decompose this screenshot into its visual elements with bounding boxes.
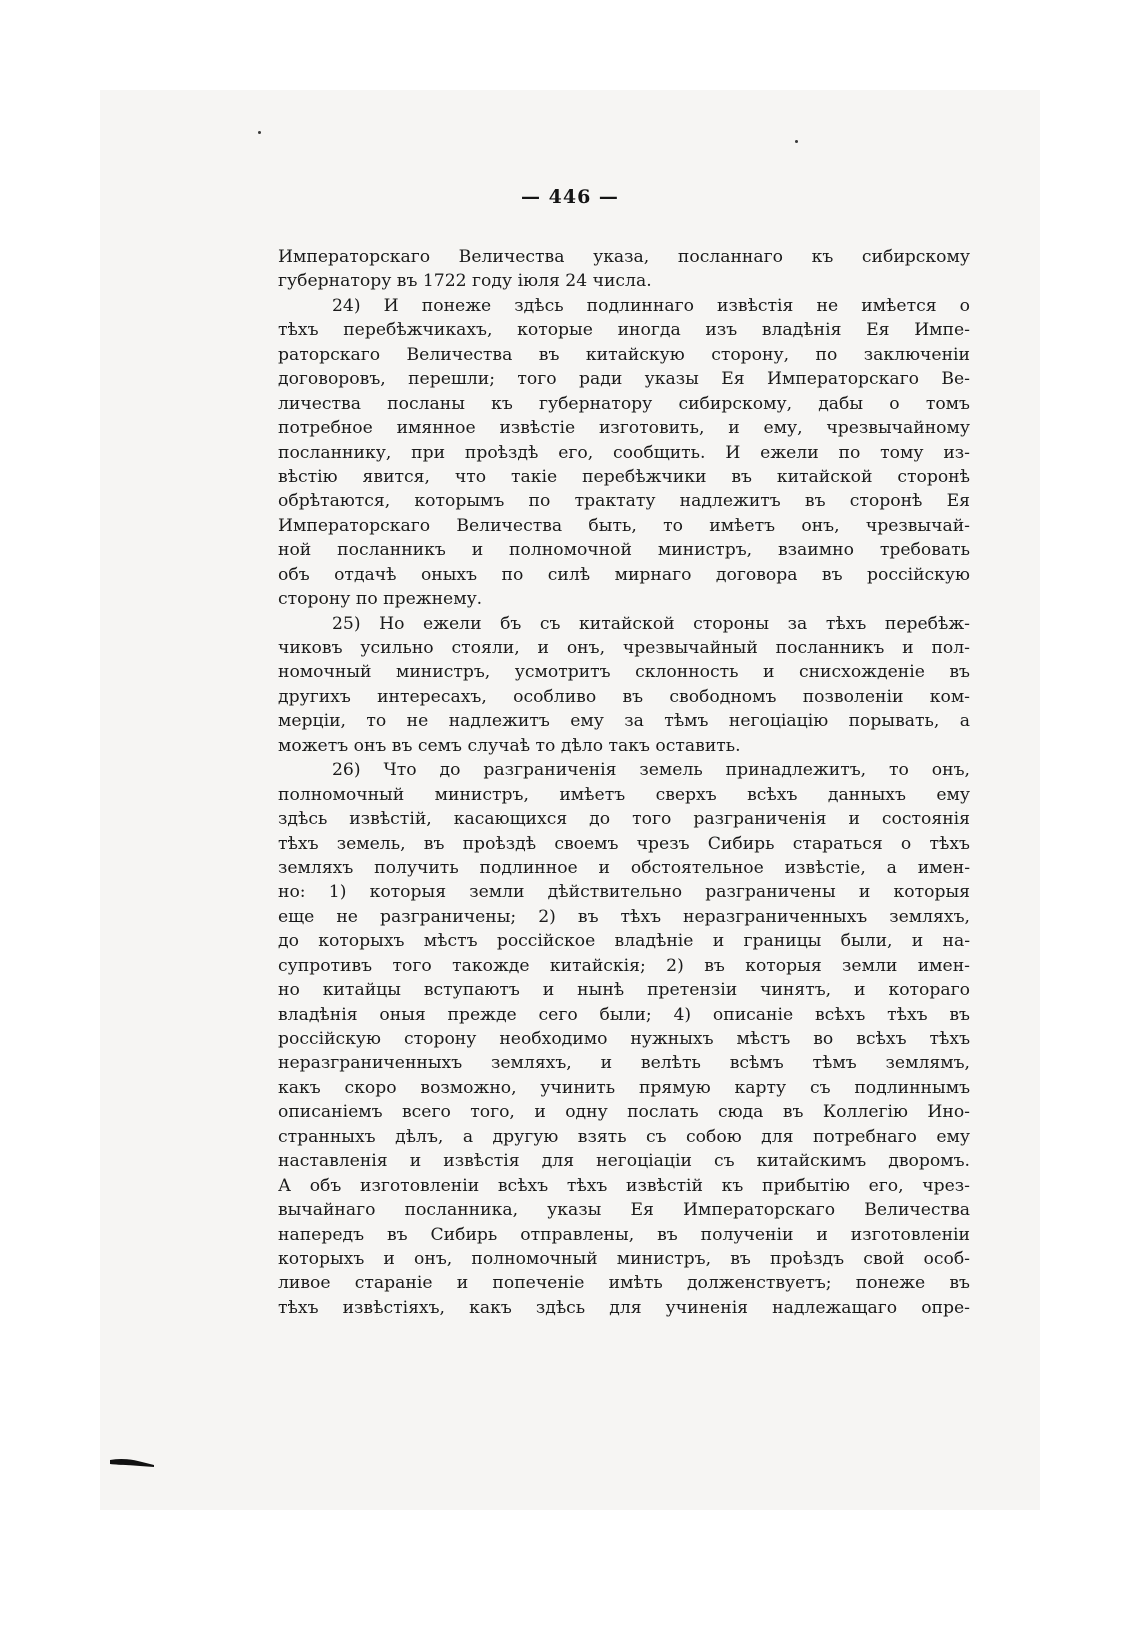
text-line: А объ изготовленіи всѣхъ тѣхъ извѣстій къ прибытію его, чрез- bbox=[278, 1175, 970, 1196]
text-line: которыхъ и онъ, полномочный министръ, въ проѣздъ свой особ- bbox=[278, 1248, 970, 1269]
text-line: вычайнаго посланника, указы Ея Императорскаго Величества bbox=[278, 1200, 970, 1221]
text-line: земляхъ получить подлинное и обстоятельное извѣстіе, а имен- bbox=[278, 857, 970, 878]
text-line: потребное имянное извѣстіе изготовить, и ему, чрезвычайному bbox=[278, 418, 970, 439]
text-line: какъ скоро возможно, учинить прямую карту съ подлиннымъ bbox=[278, 1077, 970, 1098]
text-line: мерціи, то не надлежитъ ему за тѣмъ негоціацію порывать, а bbox=[278, 711, 970, 732]
text-line: тѣхъ извѣстіяхъ, какъ здѣсь для учиненія надлежащаго опре- bbox=[278, 1297, 970, 1318]
paragraph-carryover bbox=[278, 245, 970, 294]
text-line: 25) Но ежели бъ съ китайской стороны за тѣхъ перебѣж- bbox=[332, 613, 970, 634]
text-line: ной посланникъ и полномочной министръ, взаимно требовать bbox=[278, 540, 970, 561]
text-line: посланнику, при проѣздѣ его, сообщить. И ежели по тому из- bbox=[278, 442, 970, 463]
text-line: еще не разграничены; 2) въ тѣхъ неразграниченныхъ земляхъ, bbox=[278, 906, 970, 927]
text-line: объ отдачѣ оныхъ по силѣ мирнаго договора въ россійскую bbox=[278, 564, 970, 585]
text-line: обрѣтаются, которымъ по трактату надлежитъ въ сторонѣ Ея bbox=[278, 491, 970, 512]
text-line: тѣхъ земель, въ проѣздѣ своемъ чрезъ Сибирь стараться о тѣхъ bbox=[278, 833, 970, 854]
text-line: 24) И понеже здѣсь подлиннаго извѣстія не имѣется о bbox=[332, 295, 970, 316]
text-line: здѣсь извѣстій, касающихся до того разграниченія и состоянія bbox=[278, 809, 970, 830]
text-line: полномочный министръ, имѣетъ сверхъ всѣхъ данныхъ ему bbox=[278, 784, 970, 805]
text-line: Императорскаго Величества быть, то имѣетъ онъ, чрезвычай- bbox=[278, 515, 970, 536]
page-number: — 446 — bbox=[521, 186, 619, 208]
text-line: чиковъ усильно стояли, и онъ, чрезвычайный посланникъ и пол- bbox=[278, 638, 970, 658]
text-line: неразграниченныхъ земляхъ, и велѣть всѣмъ тѣмъ землямъ, bbox=[278, 1053, 970, 1074]
text-line: номочный министръ, усмотритъ склонность и снисхожденіе въ bbox=[278, 662, 970, 683]
scan-speck bbox=[795, 140, 798, 143]
text-line: можетъ онъ въ семъ случаѣ то дѣло такъ оставить. bbox=[278, 735, 741, 756]
text-line: Императорскаго Величества указа, посланнаго къ сибирскому bbox=[278, 247, 970, 267]
text-line: россійскую сторону необходимо нужныхъ мѣстъ во всѣхъ тѣхъ bbox=[278, 1029, 970, 1049]
text-line: договоровъ, перешли; того ради указы Ея Императорскаго Ве- bbox=[278, 369, 970, 390]
paragraph-26 bbox=[278, 758, 970, 1320]
scan-speck bbox=[258, 131, 261, 134]
text-line: странныхъ дѣлъ, а другую взять съ собою для потребнаго ему bbox=[278, 1126, 970, 1147]
text-line: напередъ въ Сибирь отправлены, въ полученіи и изготовленіи bbox=[278, 1224, 970, 1245]
text-line: раторскаго Величества въ китайскую сторону, по заключеніи bbox=[278, 344, 970, 365]
body-text bbox=[278, 245, 970, 1320]
text-line: 26) Что до разграниченія земель принадлежитъ, то онъ, bbox=[332, 760, 970, 781]
text-line: до которыхъ мѣстъ россійское владѣніе и границы были, и на- bbox=[278, 931, 970, 952]
text-line: наставленія и извѣстія для негоціаціи съ китайскимъ дворомъ. bbox=[278, 1151, 970, 1172]
text-line: другихъ интересахъ, особливо въ свободномъ позволеніи ком- bbox=[278, 686, 970, 707]
paragraph-25 bbox=[278, 612, 970, 759]
scan-edge-mark bbox=[110, 1456, 154, 1468]
text-line: губернатору въ 1722 году іюля 24 числа. bbox=[278, 271, 652, 292]
text-line: но: 1) которыя земли дѣйствительно разграничены и которыя bbox=[278, 882, 970, 903]
text-line: сторону по прежнему. bbox=[278, 589, 483, 610]
text-line: вѣстію явится, что такіе перебѣжчики въ китайской сторонѣ bbox=[278, 466, 970, 487]
text-line: ливое стараніе и попеченіе имѣть долженствуетъ; понеже въ bbox=[278, 1273, 970, 1294]
text-line: личества посланы къ губернатору сибирскому, дабы о томъ bbox=[278, 393, 970, 414]
text-line: владѣнія оныя прежде сего были; 4) описаніе всѣхъ тѣхъ въ bbox=[278, 1004, 970, 1025]
paragraph-24 bbox=[278, 294, 970, 612]
text-line: супротивъ того такожде китайскія; 2) въ которыя земли имен- bbox=[278, 955, 970, 976]
text-line: тѣхъ перебѣжчикахъ, которые иногда изъ владѣнія Ея Импе- bbox=[278, 320, 970, 341]
text-line: описаніемъ всего того, и одну послать сюда въ Коллегію Ино- bbox=[278, 1102, 970, 1123]
text-line: но китайцы вступаютъ и нынѣ претензіи чинятъ, и котораго bbox=[278, 980, 970, 1001]
